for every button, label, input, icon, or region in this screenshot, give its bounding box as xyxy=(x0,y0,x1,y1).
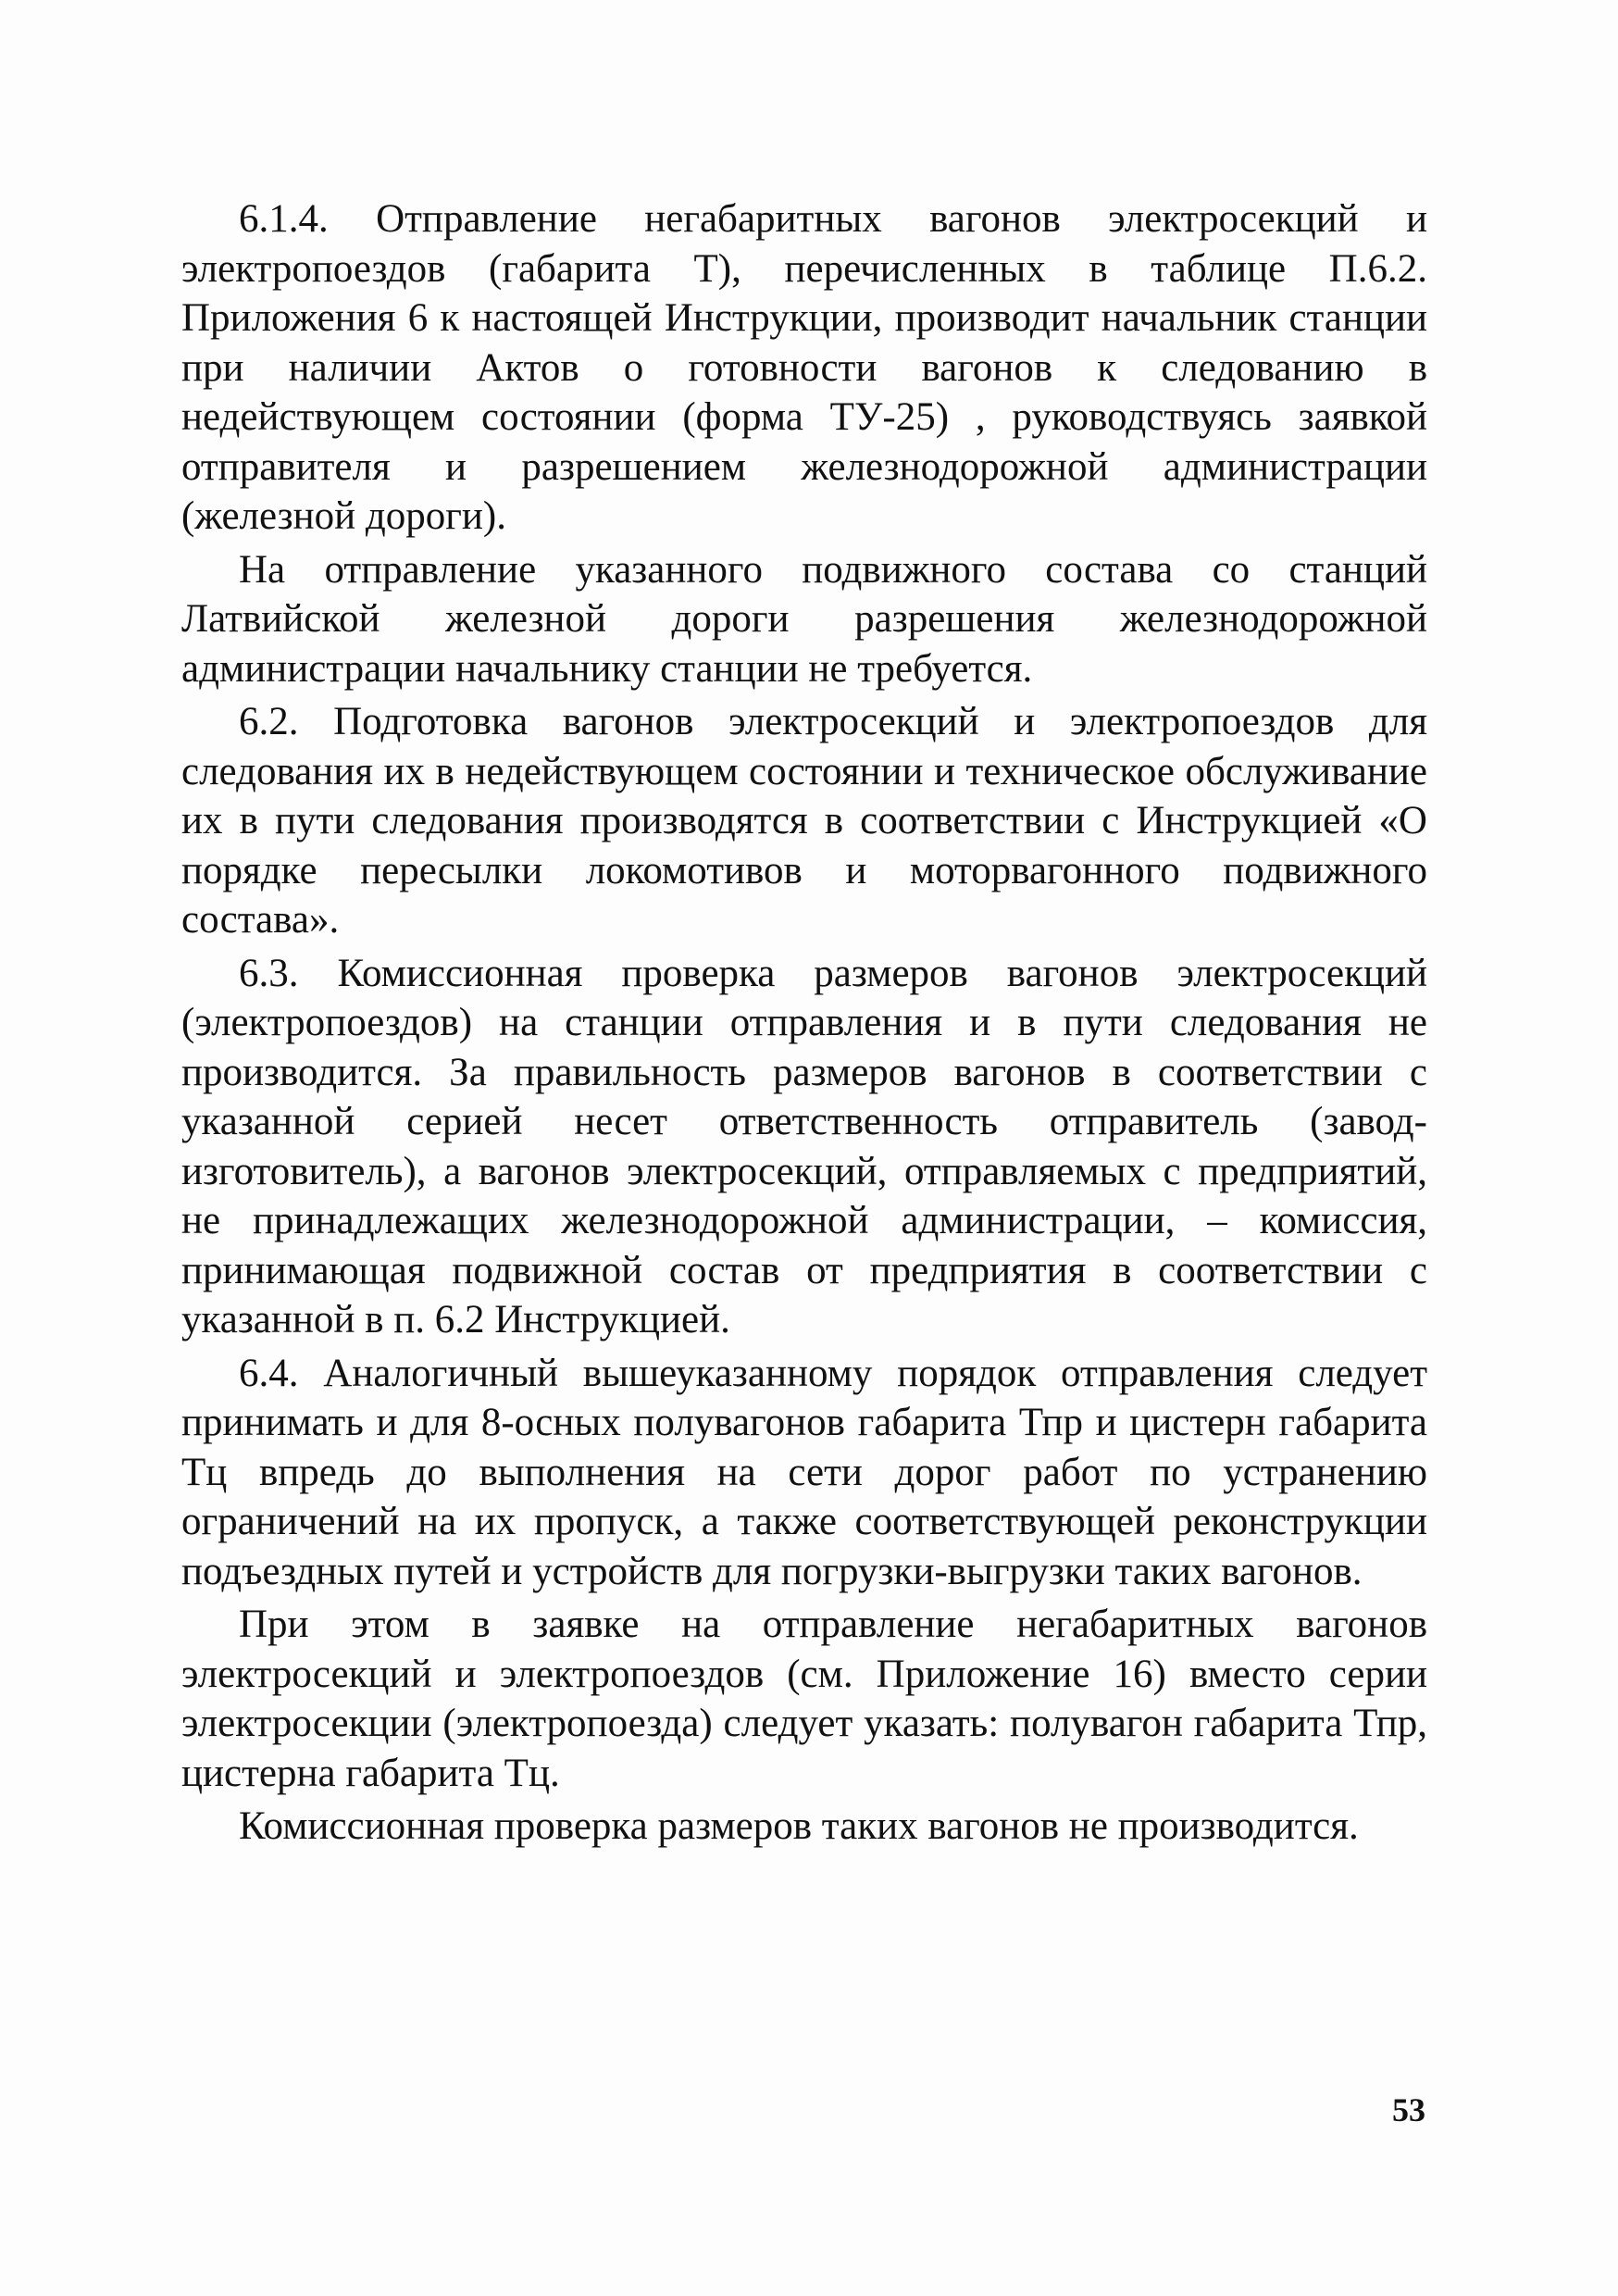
page-number: 53 xyxy=(1392,2091,1425,2128)
body-text xyxy=(181,194,1427,1855)
paragraph-latvian-railway: На отправление указанного подвижного состава со станций Латвийской железной дороги разрешения железнодорожной администрации начальнику станции не требуется. xyxy=(181,547,1427,691)
paragraph-inspection-note: Комиссионная проверка размеров таких вагонов не производится. xyxy=(239,1804,1359,1848)
paragraph-6-3: 6.3. Комиссионная проверка размеров вагонов электросекций (электропоездов) на станции отправления и в пути следования не производится. За правильность размеров вагонов в соответствии с указанной серией несет ответственность отправитель (завод-изготовитель), а вагонов электросекций, отправляемых с предприятий, не принадлежащих железнодорожной администрации, – комиссия, принимающая подвижной состав от предприятия в соответствии с указанной в п. 6.2 Инструкцией. xyxy=(181,951,1427,1341)
paragraph-6-1-4: 6.1.4. Отправление негабаритных вагонов электросекций и электропоездов (габарита Т), перечисленных в таблице П.6.2. Приложения 6 к настоящей Инструкции, производит начальник станции при наличии Актов о готовности вагонов к следованию в недействующем состоянии (форма ТУ-25) , руководствуясь заявкой отправителя и разрешением железнодорожной администрации (железной дороги). xyxy=(181,197,1427,538)
paragraph-6-2: 6.2. Подготовка вагонов электросекций и электропоездов для следования их в недействующем состоянии и техническое обслуживание их в пути следования производятся в соответствии с Инструкцией «О порядке пересылки локомотивов и моторвагонного подвижного состава». xyxy=(181,700,1427,942)
paragraph-6-4: 6.4. Аналогичный вышеуказанному порядок отправления следует принимать и для 8-осных полувагонов габарита Тпр и цистерн габарита Тц впредь до выполнения на сети дорог работ по устранению ограничений на их пропуск, а также соответствующей реконструкции подъездных путей и устройств для погрузки-выгрузки таких вагонов. xyxy=(181,1351,1427,1593)
paragraph-application-note: При этом в заявке на отправление негабаритных вагонов электросекций и электропоездов (см. Приложение 16) вместо серии электросекции (электропоезда) следует указать: полувагон габарита Тпр, цистерна габарита Тц. xyxy=(181,1603,1427,1795)
